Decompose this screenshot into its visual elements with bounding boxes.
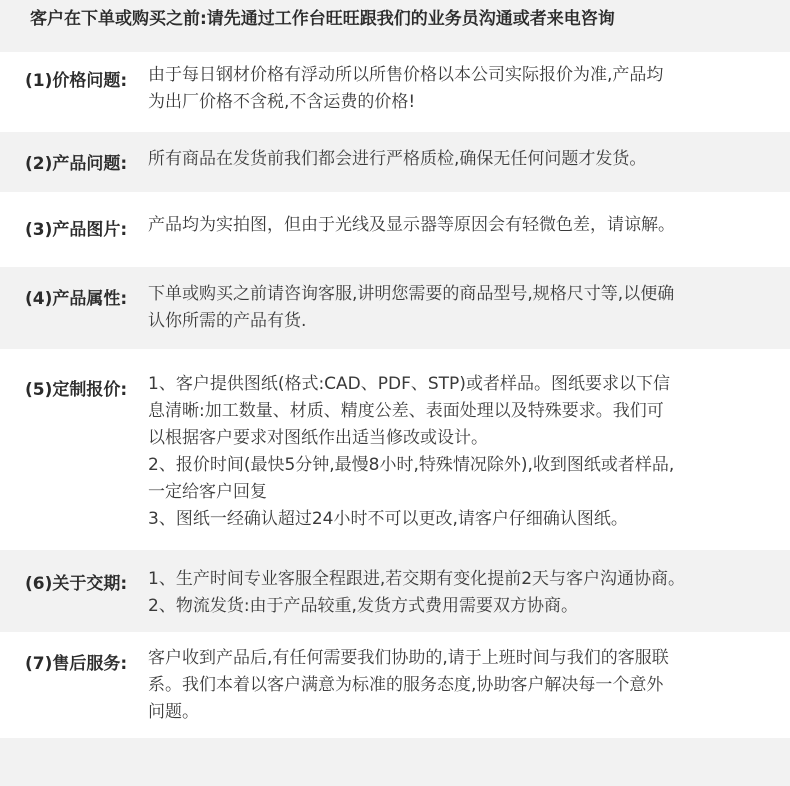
notice-item-attributes bbox=[0, 267, 790, 349]
item-line: 为出厂价格不含税,不含运费的价格! bbox=[148, 92, 416, 112]
item-line: 产品均为实拍图，但由于光线及显示器等原因会有轻微色差，请谅解。 bbox=[148, 215, 675, 235]
notice-item-images bbox=[0, 192, 790, 267]
item-label: (4)产品属性: bbox=[25, 289, 128, 309]
item-line: 以根据客户要求对图纸作出适当修改或设计。 bbox=[148, 428, 488, 448]
item-content bbox=[148, 566, 773, 620]
item-label: (5)定制报价: bbox=[25, 380, 128, 400]
item-line: 2、物流发货:由于产品较重,发货方式费用需要双方协商。 bbox=[148, 596, 578, 616]
item-content bbox=[148, 645, 773, 726]
item-line: 一定给客户回复 bbox=[148, 482, 267, 502]
item-content bbox=[148, 146, 773, 173]
item-line: 3、图纸一经确认超过24小时不可以更改,请客户仔细确认图纸。 bbox=[148, 509, 628, 529]
item-content bbox=[148, 371, 773, 533]
item-label: (7)售后服务: bbox=[25, 654, 128, 674]
notice-item-product bbox=[0, 132, 790, 192]
item-line: 下单或购买之前请咨询客服,讲明您需要的商品型号,规格尺寸等,以便确 bbox=[148, 284, 675, 304]
item-line: 1、客户提供图纸(格式:CAD、PDF、STP)或者样品。图纸要求以下信 bbox=[148, 374, 670, 394]
item-label: (3)产品图片: bbox=[25, 220, 128, 240]
item-line: 问题。 bbox=[148, 702, 199, 722]
notice-item-after-sales bbox=[0, 632, 790, 738]
item-label: (2)产品问题: bbox=[25, 154, 128, 174]
notice-item-delivery bbox=[0, 550, 790, 632]
item-line: 认你所需的产品有货. bbox=[148, 311, 307, 331]
notice-item-custom-quote bbox=[0, 349, 790, 550]
item-line: 客户收到产品后,有任何需要我们协助的,请于上班时间与我们的客服联 bbox=[148, 648, 669, 668]
bottom-band bbox=[0, 738, 790, 786]
item-line: 系。我们本着以客户满意为标准的服务态度,协助客户解决每一个意外 bbox=[148, 675, 664, 695]
item-label: (1)价格问题: bbox=[25, 71, 128, 91]
item-content bbox=[148, 281, 773, 335]
item-content bbox=[148, 212, 773, 239]
item-line: 所有商品在发货前我们都会进行严格质检,确保无任何问题才发货。 bbox=[148, 149, 647, 169]
item-line: 由于每日钢材价格有浮动所以所售价格以本公司实际报价为准,产品均 bbox=[148, 65, 664, 85]
notice-item-price bbox=[0, 52, 790, 132]
item-label: (6)关于交期: bbox=[25, 574, 128, 594]
item-line: 息清晰:加工数量、材质、精度公差、表面处理以及特殊要求。我们可 bbox=[148, 401, 664, 421]
notice-header: 客户在下单或购买之前:请先通过工作台旺旺跟我们的业务员沟通或者来电咨询 bbox=[0, 0, 790, 52]
item-line: 1、生产时间专业客服全程跟进,若交期有变化提前2天与客户沟通协商。 bbox=[148, 569, 686, 589]
item-line: 2、报价时间(最快5分钟,最慢8小时,特殊情况除外),收到图纸或者样品, bbox=[148, 455, 675, 475]
item-content bbox=[148, 62, 773, 116]
